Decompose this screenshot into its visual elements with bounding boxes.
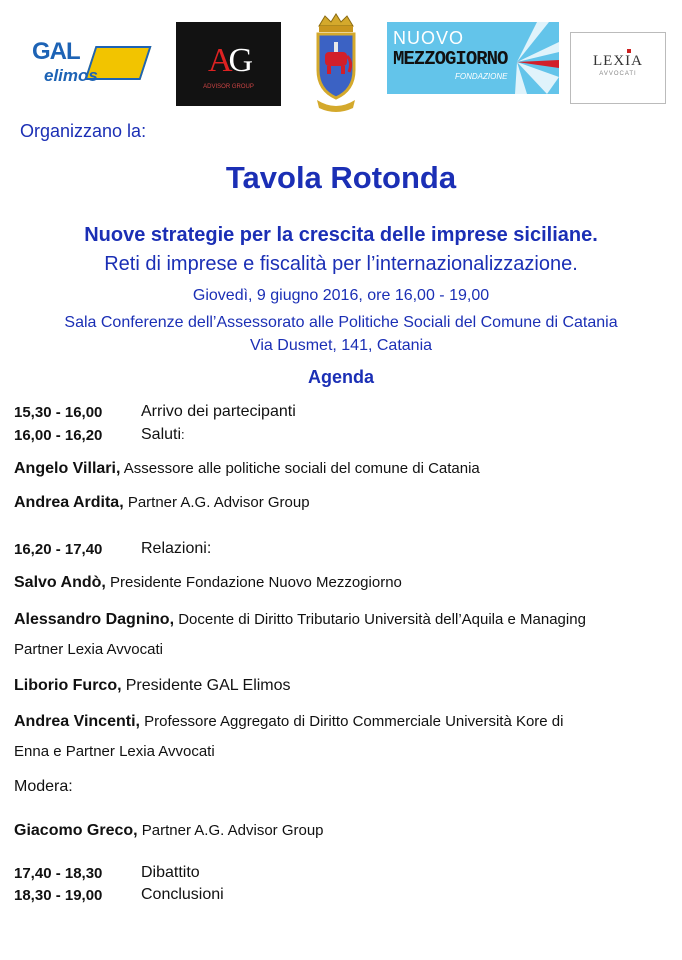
logo-bar xyxy=(0,10,682,122)
nuovo-mezzogiorno-logo xyxy=(387,22,559,94)
lexia-logo xyxy=(570,32,666,104)
slot-label-4: Dibattito xyxy=(141,864,200,881)
speaker-3: Salvo Andò, Presidente Fondazione Nuovo Mezzogiorno xyxy=(14,574,402,591)
event-venue: Sala Conferenze dell’Assessorato alle Politiche Sociali del Comune di Catania xyxy=(64,314,618,331)
speaker-4: Alessandro Dagnino, Docente di Diritto Tributario Università dell’Aquila e Managing xyxy=(14,611,586,628)
ag-logo-mark: AG xyxy=(207,42,250,79)
coat-of-arms-logo xyxy=(313,12,359,116)
event-date: Giovedì, 9 giugno 2016, ore 16,00 - 19,00 xyxy=(192,287,490,304)
slot-time-4: 17,40 - 18,30 xyxy=(14,865,103,882)
crest-icon xyxy=(313,12,359,116)
speaker-5: Liborio Furco, Presidente GAL Elimos xyxy=(14,677,291,694)
speaker-4-continued: Partner Lexia Avvocati xyxy=(14,641,163,658)
gal-logo-text: GAL xyxy=(32,38,80,65)
slot-label-2: Saluti: xyxy=(141,426,185,443)
gal-logo-sub: elimos xyxy=(44,66,98,85)
speaker-6-continued: Enna e Partner Lexia Avvocati xyxy=(14,743,215,760)
slot-label-5: Conclusioni xyxy=(141,886,224,903)
slot-label-3: Relazioni: xyxy=(141,540,212,557)
speaker-2: Andrea Ardita, Partner A.G. Advisor Group xyxy=(14,494,310,511)
slot-time-2: 16,00 - 16,20 xyxy=(14,427,103,444)
ag-advisor-logo xyxy=(176,22,281,106)
slot-label-1: Arrivo dei partecipanti xyxy=(141,403,296,420)
lexia-logo-sub: AVVOCATI xyxy=(599,71,637,77)
speaker-6: Andrea Vincenti, Professore Aggregato di Diritto Commerciale Università Kore di xyxy=(14,713,564,730)
slot-time-1: 15,30 - 16,00 xyxy=(14,404,103,421)
moderator: Giacomo Greco, Partner A.G. Advisor Group xyxy=(14,822,324,839)
subtitle-1: Nuove strategie per la crescita delle imprese siciliane. xyxy=(84,224,598,246)
subtitle-2: Reti di imprese e fiscalità per l’internazionalizzazione. xyxy=(104,253,578,275)
moderator-label: Modera: xyxy=(14,778,73,795)
agenda-heading: Agenda xyxy=(307,367,374,387)
slot-time-3: 16,20 - 17,40 xyxy=(14,541,103,558)
page-title: Tavola Rotonda xyxy=(225,160,457,195)
ag-logo-sub: ADVISOR GROUP xyxy=(203,84,254,90)
event-address: Via Dusmet, 141, Catania xyxy=(249,337,433,354)
intro-text: Organizzano la: xyxy=(20,121,147,141)
lexia-logo-name: LEXIA xyxy=(593,53,643,69)
nm-logo-line1: NUOVO xyxy=(393,28,465,48)
speaker-1: Angelo Villari, Assessore alle politiche sociali del comune di Catania xyxy=(14,460,480,477)
slot-time-5: 18,30 - 19,00 xyxy=(14,887,103,904)
nm-logo-line3: FONDAZIONE xyxy=(455,72,508,81)
gal-elimos-logo xyxy=(30,32,148,96)
nm-logo-line2: MEZZOGIORNO xyxy=(393,48,508,70)
